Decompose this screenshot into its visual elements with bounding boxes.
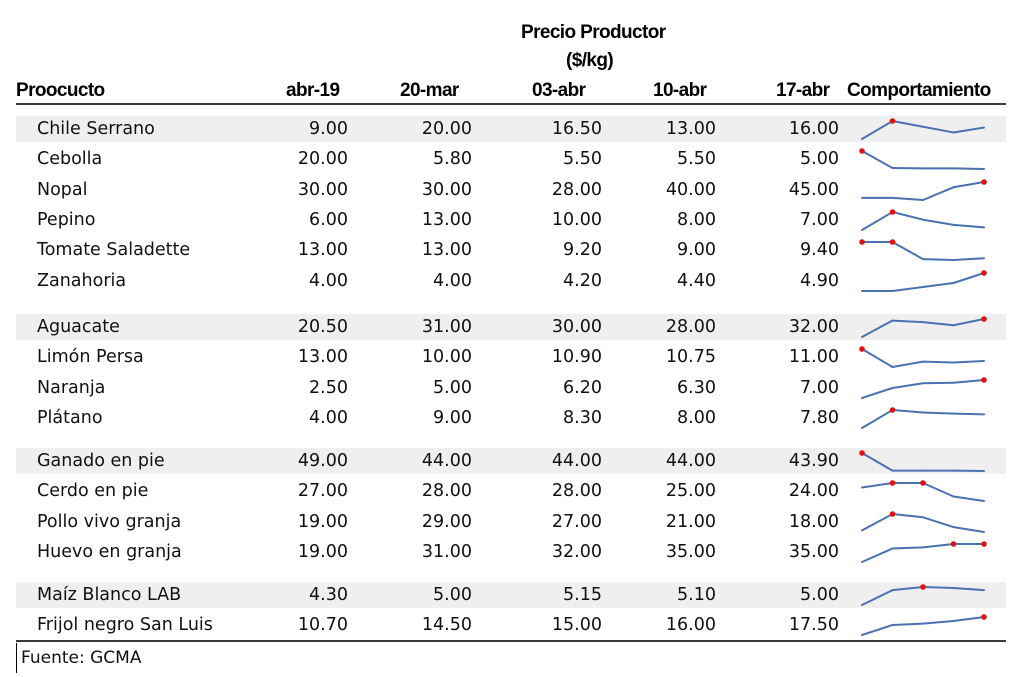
- sparkline-segment: [862, 151, 893, 168]
- price-cell: 16.00: [788, 119, 839, 139]
- sparkline-segment: [862, 349, 893, 367]
- sparkline: [856, 583, 992, 609]
- price-cell: 43.90: [788, 451, 839, 471]
- sparkline: [856, 479, 992, 505]
- price-cell: 10.00: [551, 209, 602, 230]
- price-cell: 9.00: [433, 407, 472, 428]
- sparkline: [856, 147, 992, 173]
- price-cell: 19.00: [297, 511, 348, 532]
- sparkline: [856, 238, 992, 264]
- price-cell: 5.00: [800, 149, 839, 170]
- sparkline: [856, 117, 992, 143]
- sparkline-max-marker: [890, 511, 896, 517]
- sparkline-segment: [954, 128, 985, 133]
- price-cell: 2.50: [309, 377, 348, 398]
- sparkline-segment: [923, 621, 954, 624]
- sparkline-segment: [893, 197, 924, 199]
- price-cell: 24.00: [788, 481, 839, 502]
- price-cell: 10.70: [297, 615, 348, 636]
- column-header-10-abr: 10-abr: [653, 80, 707, 101]
- price-cell: 27.00: [297, 481, 348, 502]
- sparkline-max-marker: [981, 179, 987, 185]
- sparkline-segment: [862, 212, 893, 230]
- price-cell: 4.30: [309, 585, 348, 605]
- sparkline: [856, 315, 992, 341]
- sparkline-max-marker: [890, 239, 896, 245]
- sparkline-segment: [893, 121, 924, 127]
- sparkline: [856, 178, 992, 204]
- price-cell: 20.00: [421, 119, 472, 139]
- price-cell: 5.50: [677, 149, 716, 170]
- column-header-comportamiento: Comportamiento: [847, 80, 991, 101]
- price-cell: 44.00: [421, 451, 472, 471]
- sparkline-segment: [862, 483, 893, 488]
- sparkline: [856, 376, 992, 402]
- sparkline-segment: [954, 169, 985, 170]
- sparkline-segment: [923, 283, 954, 287]
- price-cell: 49.00: [297, 451, 348, 471]
- sparkline-segment: [923, 322, 954, 325]
- column-header-17-abr: 17-abr: [776, 80, 830, 101]
- source-note: Fuente: GCMA: [16, 643, 141, 673]
- price-cell: 44.00: [665, 451, 716, 471]
- header-rule: [16, 103, 1006, 105]
- sparkline-segment: [954, 182, 985, 187]
- product-name: Aguacate: [37, 317, 120, 337]
- price-cell: 5.00: [800, 585, 839, 605]
- price-cell: 32.00: [788, 317, 839, 337]
- price-cell: 9.00: [677, 240, 716, 261]
- price-cell: 35.00: [788, 541, 839, 562]
- price-cell: 15.00: [551, 615, 602, 636]
- price-cell: 4.40: [677, 270, 716, 291]
- price-cell: 5.80: [433, 149, 472, 170]
- price-cell: 27.00: [551, 511, 602, 532]
- price-cell: 16.50: [551, 119, 602, 139]
- column-header-abr-19: abr-19: [286, 80, 340, 101]
- sparkline-segment: [923, 127, 954, 133]
- price-cell: 5.10: [677, 585, 716, 605]
- sparkline-segment: [893, 410, 924, 413]
- price-cell: 32.00: [551, 541, 602, 562]
- sparkline-segment: [893, 321, 924, 323]
- product-name: Pollo vivo granja: [37, 511, 182, 532]
- product-name: Cerdo en pie: [37, 481, 149, 502]
- sparkline-segment: [954, 617, 985, 621]
- sparkline-max-marker: [920, 480, 926, 486]
- price-cell: 13.00: [665, 119, 716, 139]
- price-cell: 28.00: [551, 481, 602, 502]
- price-cell: 30.00: [421, 179, 472, 200]
- price-cell: 14.50: [421, 615, 472, 636]
- price-cell: 6.30: [677, 377, 716, 398]
- column-header-20-mar: 20-mar: [400, 80, 459, 101]
- price-cell: 7.00: [800, 209, 839, 230]
- sparkline-max-marker: [890, 209, 896, 215]
- sparkline-segment: [893, 383, 924, 388]
- sparkline-segment: [954, 225, 985, 228]
- price-cell: 31.00: [421, 541, 472, 562]
- sparkline-segment: [954, 413, 985, 414]
- sparkline: [856, 345, 992, 371]
- sparkline-max-marker: [981, 614, 987, 620]
- price-cell: 7.80: [800, 407, 839, 428]
- price-cell: 7.00: [800, 377, 839, 398]
- price-cell: 13.00: [297, 240, 348, 261]
- sparkline-max-marker: [859, 450, 865, 456]
- price-cell: 10.90: [551, 347, 602, 368]
- price-cell: 30.00: [297, 179, 348, 200]
- column-header-03-abr: 03-abr: [532, 80, 586, 101]
- price-cell: 35.00: [665, 541, 716, 562]
- sparkline-segment: [923, 587, 954, 588]
- sparkline-segment: [862, 548, 893, 562]
- price-cell: 9.00: [309, 119, 348, 139]
- product-name: Tomate Saladette: [37, 240, 191, 261]
- price-cell: 5.50: [563, 149, 602, 170]
- price-cell: 17.50: [788, 615, 839, 636]
- sparkline-max-marker: [859, 239, 865, 245]
- price-cell: 6.20: [563, 377, 602, 398]
- price-cell: 30.00: [551, 317, 602, 337]
- sparkline-segment: [862, 453, 893, 471]
- price-cell: 13.00: [421, 240, 472, 261]
- product-name: Huevo en granja: [37, 541, 182, 562]
- product-name: Maíz Blanco LAB: [37, 585, 182, 605]
- sparkline-segment: [893, 624, 924, 625]
- sparkline-segment: [862, 410, 893, 428]
- price-cell: 4.00: [309, 407, 348, 428]
- sparkline-segment: [954, 527, 985, 532]
- product-name: Frijol negro San Luis: [37, 615, 213, 636]
- sparkline-max-marker: [890, 407, 896, 413]
- sparkline-segment: [893, 547, 924, 548]
- price-cell: 20.00: [297, 149, 348, 170]
- price-cell: 29.00: [421, 511, 472, 532]
- sparkline-segment: [923, 220, 954, 225]
- product-name: Limón Persa: [37, 347, 144, 368]
- sparkline-segment: [893, 514, 924, 517]
- sparkline-segment: [923, 412, 954, 413]
- sparkline-segment: [923, 483, 954, 497]
- price-cell: 10.00: [421, 347, 472, 368]
- price-cell: 21.00: [665, 511, 716, 532]
- sparkline: [856, 613, 992, 639]
- sparkline-segment: [954, 380, 985, 383]
- sparkline-segment: [893, 587, 924, 590]
- sparkline-segment: [954, 497, 985, 502]
- chart-subtitle-units: ($/kg): [566, 50, 614, 71]
- product-name: Zanahoria: [37, 270, 127, 291]
- sparkline-segment: [923, 517, 954, 527]
- sparkline-segment: [923, 362, 954, 363]
- product-name: Nopal: [37, 179, 88, 200]
- sparkline-max-marker: [981, 541, 987, 547]
- sparkline-max-marker: [890, 118, 896, 124]
- price-cell: 25.00: [665, 481, 716, 502]
- sparkline-max-marker: [951, 541, 957, 547]
- price-cell: 5.00: [433, 585, 472, 605]
- price-cell: 5.15: [563, 585, 602, 605]
- sparkline-segment: [954, 361, 985, 363]
- price-cell: 40.00: [665, 179, 716, 200]
- sparkline-max-marker: [981, 377, 987, 383]
- price-cell: 10.75: [665, 347, 716, 368]
- sparkline-segment: [862, 321, 893, 337]
- sparkline-segment: [893, 362, 924, 367]
- sparkline-segment: [862, 590, 893, 605]
- product-name: Plátano: [37, 407, 103, 428]
- price-cell: 8.00: [677, 407, 716, 428]
- price-cell: 9.40: [800, 240, 839, 261]
- price-cell: 4.90: [800, 270, 839, 291]
- column-header-product: Proocucto: [16, 80, 105, 101]
- price-cell: 18.00: [788, 511, 839, 532]
- sparkline-segment: [923, 259, 954, 260]
- price-cell: 20.50: [297, 317, 348, 337]
- sparkline: [856, 540, 992, 566]
- price-cell: 28.00: [551, 179, 602, 200]
- sparkline-max-marker: [981, 270, 987, 276]
- sparkline-segment: [954, 258, 985, 260]
- price-cell: 44.00: [551, 451, 602, 471]
- bottom-rule: [16, 640, 1006, 642]
- sparkline-segment: [893, 212, 924, 220]
- sparkline-max-marker: [920, 584, 926, 590]
- sparkline-segment: [954, 588, 985, 590]
- sparkline-max-marker: [890, 480, 896, 486]
- price-cell: 4.00: [433, 270, 472, 291]
- price-cell: 5.00: [433, 377, 472, 398]
- chart-title: Precio Productor: [521, 22, 666, 43]
- price-cell: 13.00: [297, 347, 348, 368]
- sparkline-max-marker: [859, 346, 865, 352]
- sparkline-segment: [923, 544, 954, 547]
- sparkline: [856, 510, 992, 536]
- price-cell: 28.00: [421, 481, 472, 502]
- product-name: Cebolla: [37, 149, 103, 170]
- sparkline: [856, 406, 992, 432]
- sparkline-segment: [893, 242, 924, 259]
- sparkline: [856, 269, 992, 295]
- product-name: Ganado en pie: [37, 451, 165, 471]
- sparkline-segment: [923, 187, 954, 200]
- sparkline: [856, 208, 992, 234]
- price-cell: 6.00: [309, 209, 348, 230]
- price-cell: 8.00: [677, 209, 716, 230]
- sparkline-max-marker: [859, 148, 865, 154]
- price-cell: 8.30: [563, 407, 602, 428]
- price-cell: 31.00: [421, 317, 472, 337]
- sparkline-segment: [954, 273, 985, 283]
- product-name: Pepino: [37, 209, 96, 230]
- price-cell: 45.00: [788, 179, 839, 200]
- price-cell: 4.20: [563, 270, 602, 291]
- sparkline-segment: [893, 287, 924, 291]
- sparkline-segment: [862, 514, 893, 530]
- price-cell: 11.00: [788, 347, 839, 368]
- price-cell: 9.20: [563, 240, 602, 261]
- price-cell: 16.00: [665, 615, 716, 636]
- sparkline-segment: [862, 388, 893, 398]
- sparkline-segment: [862, 625, 893, 635]
- sparkline-segment: [954, 319, 985, 325]
- price-cell: 28.00: [665, 317, 716, 337]
- sparkline-segment: [862, 121, 893, 139]
- sparkline: [856, 449, 992, 475]
- sparkline-max-marker: [981, 316, 987, 322]
- price-cell: 4.00: [309, 270, 348, 291]
- price-cell: 19.00: [297, 541, 348, 562]
- product-name: Naranja: [37, 377, 106, 398]
- product-name: Chile Serrano: [37, 119, 155, 139]
- price-cell: 13.00: [421, 209, 472, 230]
